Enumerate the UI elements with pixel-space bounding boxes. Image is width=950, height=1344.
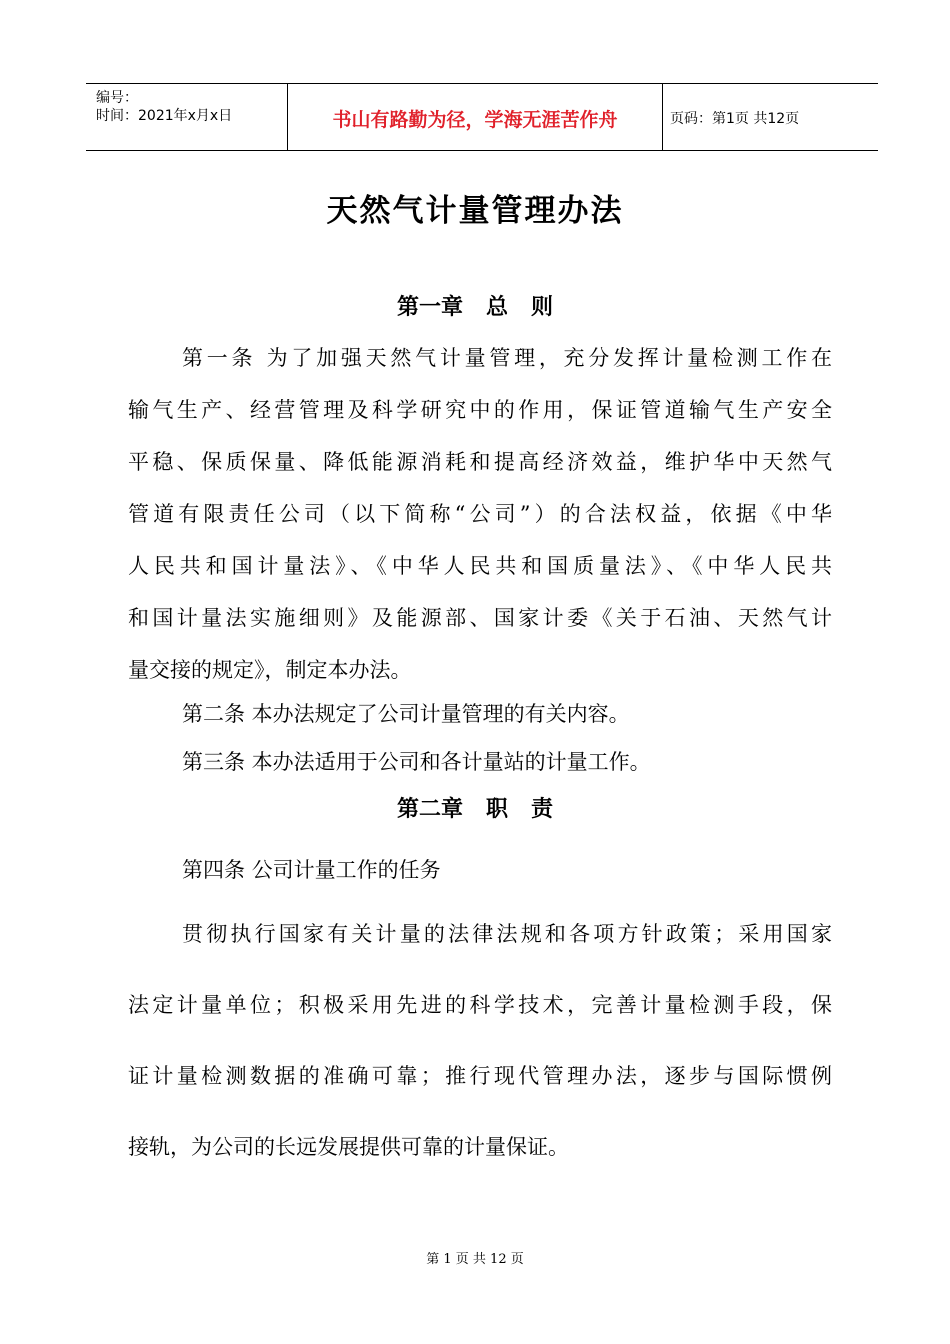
task-line-1: 贯彻执行国家有关计量的法律法规和各项方针政策；采用国家 bbox=[182, 922, 832, 946]
chapter-2-heading: 第二章 职 责 bbox=[397, 797, 553, 822]
article-3: 第三条 本办法适用于公司和各计量站的计量工作。 bbox=[182, 750, 651, 774]
article-2: 第二条 本办法规定了公司计量管理的有关内容。 bbox=[182, 702, 630, 726]
header-motto-cell bbox=[287, 84, 663, 150]
article-1-line-4: 管道有限责任公司（以下简称“公司”）的合法权益，依据《中华 bbox=[128, 502, 832, 526]
article-1-line-2: 输气生产、经营管理及科学研究中的作用，保证管道输气生产安全 bbox=[128, 398, 832, 422]
page-footer: 第 1 页 共 12 页 bbox=[426, 1252, 524, 1267]
article-1-line-3: 平稳、保质保量、降低能源消耗和提高经济效益，维护华中天然气 bbox=[128, 450, 832, 474]
article-4: 第四条 公司计量工作的任务 bbox=[182, 858, 441, 882]
task-line-4: 接轨，为公司的长远发展提供可靠的计量保证。 bbox=[128, 1135, 569, 1159]
chapter-1-heading: 第一章 总 则 bbox=[397, 295, 553, 320]
document-title: 天然气计量管理办法 bbox=[326, 193, 624, 229]
header-page-cell bbox=[662, 84, 878, 150]
task-line-3: 证计量检测数据的准确可靠；推行现代管理办法，逐步与国际惯例 bbox=[128, 1064, 832, 1088]
article-1-line-5: 人民共和国计量法》、《中华人民共和国质量法》、《中华人民共 bbox=[128, 554, 832, 578]
header-left-cell bbox=[86, 84, 287, 150]
article-1-line-1: 第一条 为了加强天然气计量管理，充分发挥计量检测工作在 bbox=[182, 346, 832, 370]
motto-text: 书山有路勤为径，学海无涯苦作舟 bbox=[332, 109, 618, 131]
header-page-info: 页码：第1页 共12页 bbox=[670, 111, 800, 127]
header-table bbox=[86, 83, 878, 151]
article-1-line-6: 和国计量法实施细则》及能源部、国家计委《关于石油、天然气计 bbox=[128, 606, 832, 630]
time-label: 时间：2021年x月x日 bbox=[96, 108, 233, 124]
article-1-line-7: 量交接的规定》，制定本办法。 bbox=[128, 658, 412, 682]
doc-number-label: 编号： bbox=[96, 90, 138, 106]
task-line-2: 法定计量单位；积极采用先进的科学技术，完善计量检测手段，保 bbox=[128, 993, 832, 1017]
